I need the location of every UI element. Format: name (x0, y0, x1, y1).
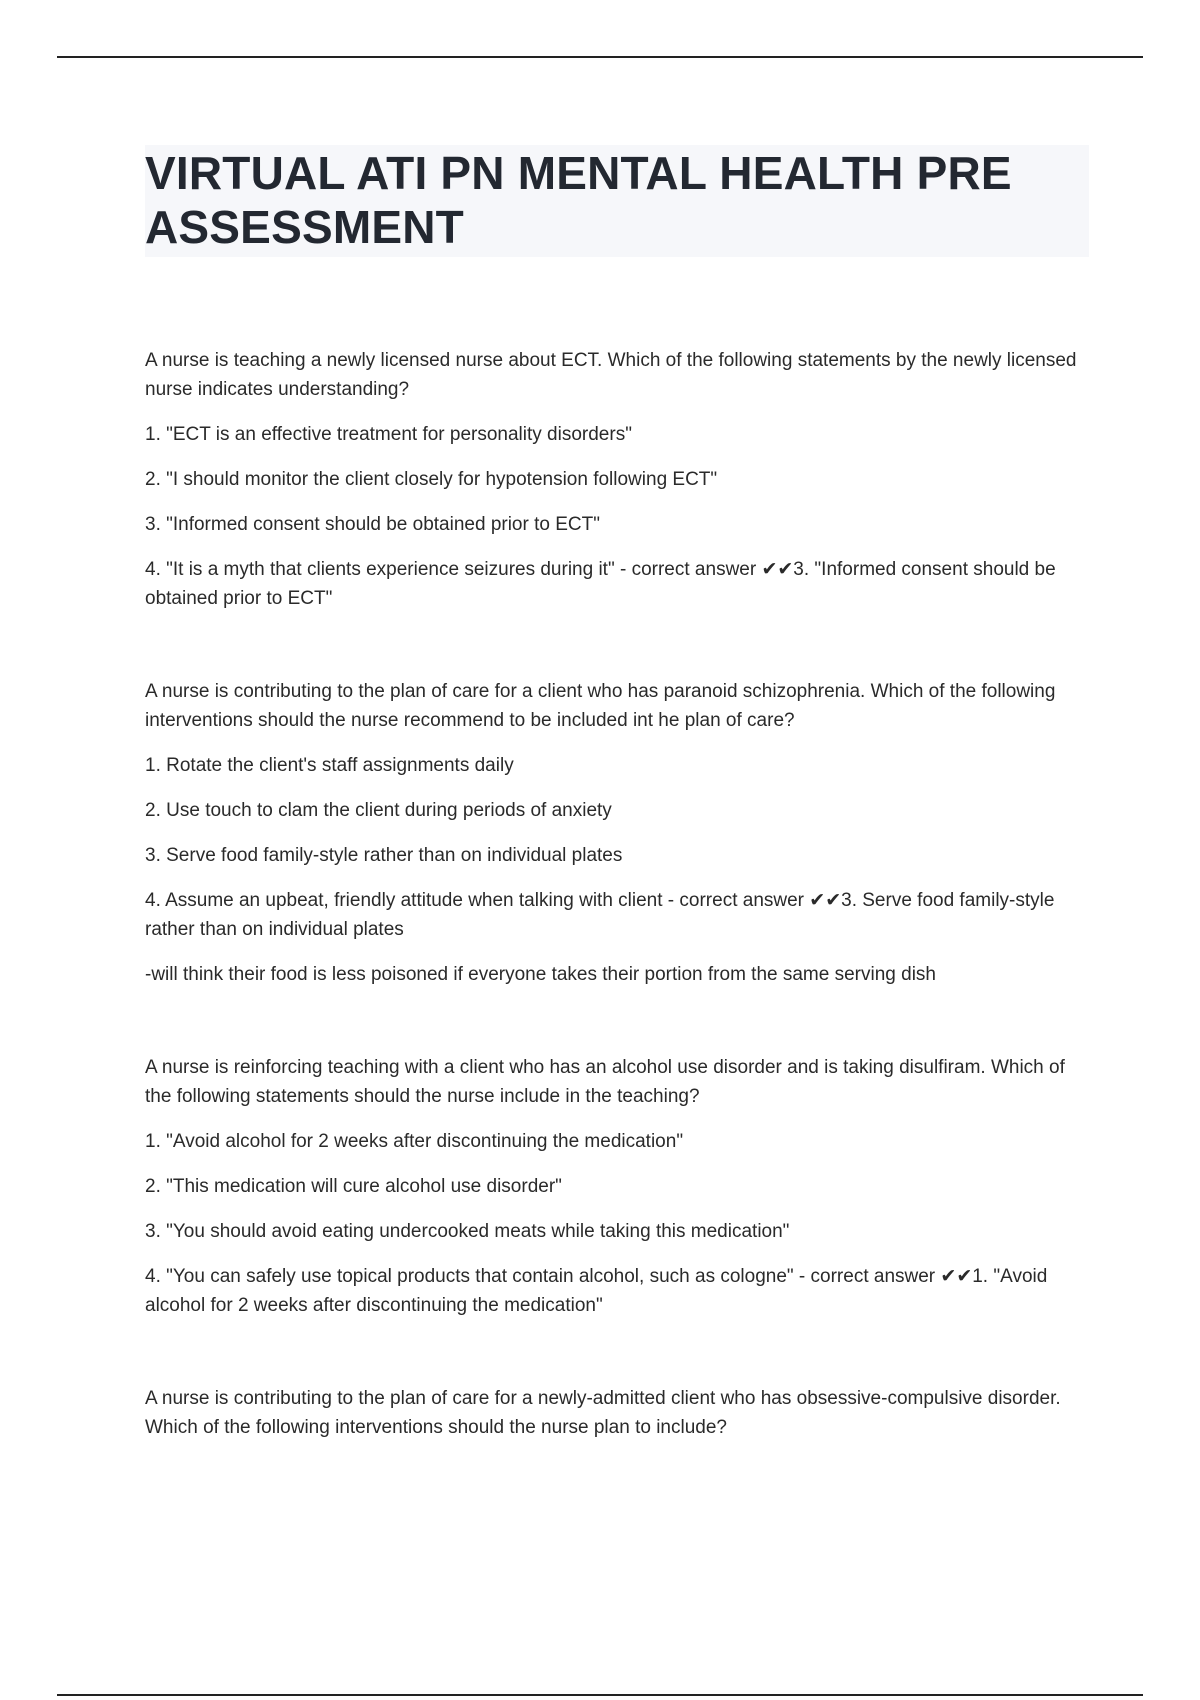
answer-option: 2. "This medication will cure alcohol use disorder" (145, 1176, 562, 1197)
bottom-rule (57, 1694, 1143, 1696)
rationale-note: -will think their food is less poisoned if everyone takes their portion from the same serving dish (145, 964, 936, 985)
document-body (145, 346, 1095, 1442)
answer-option-with-correct-answer: 4. "You can safely use topical products that contain alcohol, such as cologne" - correct answer ✔✔1. "Avoid alcohol for 2 weeks after discontinuing the medication" (145, 1266, 1048, 1316)
question-prompt: A nurse is teaching a newly licensed nurse about ECT. Which of the following statements by the newly licensed nurse indicates understanding? (145, 350, 1077, 400)
answer-option: 3. "Informed consent should be obtained prior to ECT" (145, 514, 600, 535)
answer-option: 2. Use touch to clam the client during periods of anxiety (145, 800, 612, 821)
question-block (145, 677, 1095, 989)
document-title: VIRTUAL ATI PN MENTAL HEALTH PRE ASSESSMENT (145, 147, 1012, 253)
answer-option: 1. "ECT is an effective treatment for personality disorders" (145, 424, 632, 445)
top-rule (57, 56, 1143, 58)
answer-option: 3. "You should avoid eating undercooked meats while taking this medication" (145, 1221, 790, 1242)
answer-option: 1. Rotate the client's staff assignments daily (145, 755, 514, 776)
question-block (145, 1384, 1095, 1442)
question-block (145, 1053, 1095, 1320)
answer-option-with-correct-answer: 4. "It is a myth that clients experience seizures during it" - correct answer ✔✔3. "Informed consent should be obtained prior to ECT" (145, 559, 1056, 609)
question-prompt: A nurse is contributing to the plan of care for a newly-admitted client who has obsessive-compulsive disorder. Which of the following interventions should the nurse plan to include? (145, 1388, 1061, 1438)
answer-option: 1. "Avoid alcohol for 2 weeks after discontinuing the medication" (145, 1131, 684, 1152)
answer-option-with-correct-answer: 4. Assume an upbeat, friendly attitude when talking with client - correct answer ✔✔3. Serve food family-style rather than on individual plates (145, 890, 1055, 940)
question-block (145, 346, 1095, 613)
answer-option: 2. "I should monitor the client closely for hypotension following ECT" (145, 469, 718, 490)
question-prompt: A nurse is contributing to the plan of care for a client who has paranoid schizophrenia. Which of the following interventions should the nurse recommend to be included int he plan of care? (145, 681, 1056, 731)
question-prompt: A nurse is reinforcing teaching with a client who has an alcohol use disorder and is taking disulfiram. Which of the following statements should the nurse include in the teaching? (145, 1057, 1065, 1107)
answer-option: 3. Serve food family-style rather than on individual plates (145, 845, 623, 866)
